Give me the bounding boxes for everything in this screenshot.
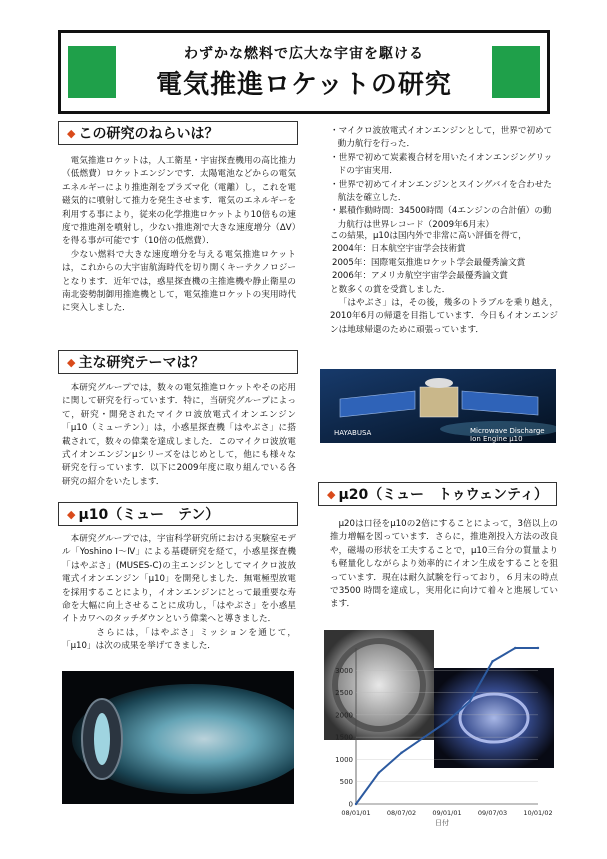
grid-photo [324,630,434,740]
engine-plume-graphic [62,671,294,804]
engine-caption [470,427,545,443]
award-2: 2005年：国際電気推進ロケット学会最優秀論文賞 [332,257,526,268]
hayabusa-label: HAYABUSA [334,429,372,437]
section-heading-mu20: ◆ μ20（ミュー トゥウェンティ） [318,482,557,506]
mu10-paragraph-2: さらには，「はやぶさ」ミッションを通じて，「μ10」は次の成果を挙げてきました． [62,627,296,652]
themes-paragraph-1: 本研究グループでは，数々の電気推進ロケットやその応用に関して研究を行っています．特に，当研究グループによって，研究・開発されたマイクロ波放電式イオンエンジン「μ10（ミューテン）」は，小惑星探査機「はやぶさ」に搭載されて，数々の偉業を達成しました．このマイクロ波放電式イオンエンジンμシリーズをはじめとして，他にも様々な研究を行っています．以下に2009年度に取り組んでいる各研究の紹介をいたします． [62,383,296,487]
y-tick-label: 1000 [335,755,353,764]
aim-body [62,155,296,316]
poster-header [58,30,550,114]
result-outro: と数多くの賞を受賞しました． [330,284,451,295]
y-tick-label: 0 [348,800,353,809]
series-point [537,647,539,649]
result-intro: この結果，μ10は国内外で非常に高い評価を得て， [330,231,527,241]
diamond-bullet-icon: ◆ [67,126,76,140]
award-1: 2004年：日本航空宇宙学会技術賞 [332,244,466,255]
y-tick-label: 2500 [335,689,353,698]
x-tick-label: 10/01/02 [523,809,553,817]
x-tick-label: 08/01/01 [341,809,371,817]
section-heading-themes: ◆ 主な研究テーマは？ [58,350,298,374]
section-heading-aim: ◆ この研究のねらいは？ [58,121,298,145]
series-point [378,772,380,774]
series-point [446,720,448,722]
result-item-1: ・マイクロ波放電式イオンエンジンとして，世界で初めて動力航行を行った． [330,126,553,150]
aim-paragraph-1: 電気推進ロケットは，人工衛星・宇宙探査機用の高比推力（低燃費）ロケットエンジンです．太陽電池などからの電気エネルギーにより推進剤をプラズマ化（電離）し，これを電磁気的に噴射して推力を発生させます．電気のエネルギーを利用する事により，従来の化学推進ロケットより10倍もの速度で推進剤を噴射し，少ない推進剤で大きな速度増分（ΔV）を得る事が可能です（10倍の低燃費）． [62,156,296,247]
mu10-paragraph-1: 本研究グループでは，宇宙科学研究所における実験室モデル「Yoshino Ⅰ〜Ⅳ」による基礎研究を経て，小惑星探査機「はやぶさ」(MUSES-C)の主エンジンとしてマイクロ波放電式イオンエンジン「μ10」を開発しました．無電極型放電を採用することにより，イオンエンジンにとって最重要な寿命を大幅に向上させることに成功し，「はやぶさ」を小惑星イトカワへのタッチダウンという偉業へと導きました． [62,534,296,625]
series-point [355,803,357,805]
themes-body [62,382,296,489]
diamond-bullet-icon: ◆ [327,487,336,501]
series-point [400,752,402,754]
endurance-chart [322,628,556,828]
y-tick-label: 500 [339,778,353,787]
hayabusa-illustration [320,369,556,443]
result-item-4: ・累積作動時間：34500時間（4エンジンの合計値）の動力航行は世界レコード（2009年6月末） [330,206,552,230]
engine-caption-line-2: Ion Engine μ10 [470,435,523,443]
mu20-body [330,518,558,612]
result-item-2: ・世界で初めて炭素複合材を用いたイオンエンジングリッドの宇宙実用． [330,152,553,177]
y-tick-label: 2000 [335,711,353,720]
mu10-body [62,533,296,654]
x-tick-label: 09/01/01 [432,809,462,817]
endurance-test-figure [322,628,556,828]
series-point [423,736,425,738]
diamond-bullet-icon: ◆ [67,507,76,521]
engine-caption-line-1: Microwave Discharge [470,427,545,435]
results-closing: 「はやぶさ」は，その後，幾多のトラブルを乗り越え，2010年6月の帰還を目指しています．今日もイオンエンジンは地球帰還のために頑張っています． [330,298,558,335]
series-point [491,660,493,662]
mu10-results-list [330,125,558,232]
series-point [469,700,471,702]
series-point [514,647,516,649]
y-tick-label: 1500 [335,733,353,742]
aim-paragraph-2: 少ない燃料で大きな速度増分を与える電気推進ロケットは，これからの大宇宙航海時代を切り開くキーテクノロジーとなります．近年では，惑星探査機の主推進機や静止衛星の南北姿勢制御用推進機として，電気推進ロケットの実用時代に突入しました． [62,249,296,314]
y-tick-label: 3000 [335,666,353,675]
section-heading-mu10: ◆ μ10（ミュー テン） [58,502,298,526]
x-axis-label: 日付 [435,819,449,827]
x-tick-label: 09/07/03 [477,809,508,817]
poster-subtitle: わずかな燃料で広大な宇宙を駆ける [184,46,424,62]
award-3: 2006年：アメリカ航空宇宙学会最優秀論文賞 [332,271,508,282]
poster-title: 電気推進ロケットの研究 [156,70,452,100]
engine-plume-photo [62,671,294,804]
results-summary [330,230,558,337]
diamond-bullet-icon: ◆ [67,355,76,369]
mu20-paragraph-1: μ20は口径をμ10の2倍にすることによって，3倍以上の推力増幅を図っています．さらに，推進剤投入方法の改良や，磁場の形状を工夫することで，μ10三台分の質量よりも軽量化しながらより効率的にイオン生成をすることを狙っています．現在は耐久試験を行っており，６月末の時点で3500 時間を達成し，実用化に向けて着々と進展しています． [330,519,558,610]
x-tick-label: 08/07/02 [386,809,417,817]
result-item-3: ・世界で初めてイオンエンジンとスイングバイを合わせた航法を確立した． [330,179,552,204]
